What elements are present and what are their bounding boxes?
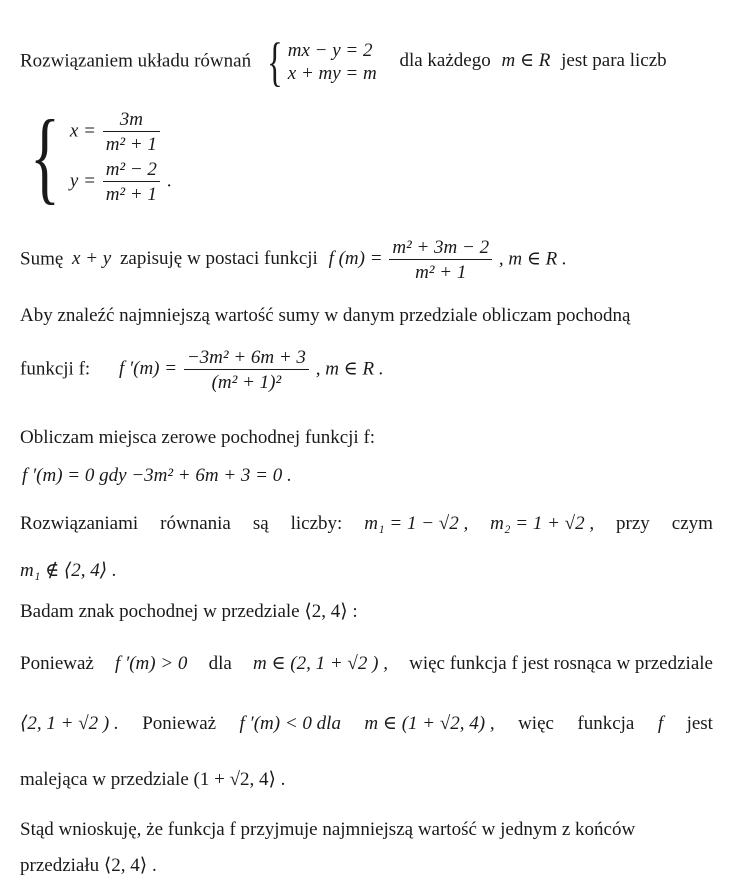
for-word: dla	[208, 653, 232, 674]
system-line	[20, 32, 667, 92]
increasing-line	[20, 654, 713, 673]
sum-line	[20, 238, 567, 282]
increasing-result-interval: ⟨2, 1 + √2 ) .	[20, 713, 119, 734]
paragraph-minimum: Aby znaleźć najmniejszą wartość sumy w danym przedziale obliczam pochodną	[20, 305, 631, 326]
with-word: przy	[616, 513, 650, 534]
derivative-label: funkcji f:	[20, 358, 91, 380]
domain-text: , m ∈ R .	[498, 248, 567, 270]
decreasing-line	[20, 714, 713, 733]
derivative-numerator: −3m² + 6m + 3	[184, 348, 309, 370]
equation-word: równania	[160, 513, 231, 534]
are-word: są	[252, 513, 269, 534]
solutions-word: Rozwiązaniami	[20, 513, 139, 534]
decreasing-result: malejąca w przedziale (1 + √2, 4⟩ .	[20, 769, 286, 790]
x-numerator: 3m	[103, 110, 160, 132]
y-numerator: m² − 2	[103, 160, 160, 182]
negative-derivative: f ′(m) < 0 dla	[239, 713, 341, 734]
solution-system	[20, 99, 172, 214]
derivative-name: f ′(m) =	[118, 358, 178, 380]
write-text: zapisuję w postaci funkcji	[119, 248, 318, 270]
conclusion-line: Stąd wnioskuję, że funkcja f przyjmuje najmniejszą wartość w jednym z końców	[20, 819, 636, 840]
function-symbol: f	[657, 713, 664, 734]
equation-system	[262, 32, 377, 92]
because-word: Ponieważ	[20, 653, 94, 674]
positive-derivative: f ′(m) > 0	[115, 653, 188, 674]
equation-1: mx − y = 2	[287, 40, 373, 61]
solution-y	[70, 160, 172, 204]
numbers-word: liczby:	[290, 513, 343, 534]
x-fraction	[103, 110, 160, 154]
intro-text: Rozwiązaniem układu równań	[20, 50, 252, 72]
is-word: jest	[686, 713, 713, 734]
paragraph-sign: Badam znak pochodnej w przedziale ⟨2, 4⟩ :	[20, 601, 358, 622]
root-exclusion: m₁ ∉ ⟨2, 4⟩ .	[20, 560, 117, 581]
increasing-text: więc funkcja f jest rosnąca w przedziale	[409, 653, 713, 674]
because-word: Ponieważ	[142, 713, 217, 734]
derivative-denominator: (m² + 1)²	[211, 372, 282, 393]
decreasing-interval: m ∈ (1 + √2, 4) ,	[364, 713, 495, 734]
root-2: m₂ = 1 + √2 ,	[490, 513, 595, 534]
function-numerator: m² + 3m − 2	[389, 238, 492, 260]
derivative-fraction	[184, 348, 309, 392]
equation-zeros: f ′(m) = 0 gdy −3m² + 6m + 3 = 0 .	[22, 465, 292, 486]
paragraph-zeros: Obliczam miejsca zerowe pochodnej funkcji f:	[20, 427, 376, 448]
function-word: funkcja	[577, 713, 635, 734]
function-denominator: m² + 1	[415, 262, 467, 283]
function-fraction	[389, 238, 492, 282]
increasing-interval: m ∈ (2, 1 + √2 ) ,	[253, 653, 388, 674]
for-each-text: dla każdego	[399, 50, 491, 72]
derivative-line	[20, 348, 384, 392]
y-denominator: m² + 1	[105, 184, 157, 205]
conclusion-interval: przedziału ⟨2, 4⟩ .	[20, 855, 157, 876]
x-label: x =	[69, 120, 96, 142]
solution-x	[70, 110, 172, 154]
left-brace-icon: {	[29, 99, 60, 214]
y-label: y =	[69, 170, 96, 192]
x-denominator: m² + 1	[105, 134, 157, 155]
y-fraction	[103, 160, 160, 204]
condition: m ∈ R	[501, 50, 551, 72]
so-word: więc	[518, 713, 554, 734]
which-word: czym	[671, 513, 713, 534]
function-name: f (m) =	[328, 248, 383, 270]
sum-expression: x + y	[72, 248, 112, 270]
equation-2: x + my = m	[287, 63, 377, 84]
derivative-domain: , m ∈ R .	[315, 358, 384, 380]
sum-text: Sumę	[20, 248, 64, 270]
left-brace-icon: {	[267, 32, 283, 92]
solutions-line	[20, 514, 713, 533]
root-1: m₁ = 1 − √2 ,	[364, 513, 469, 534]
period: .	[166, 170, 172, 192]
pair-text: jest para liczb	[561, 50, 667, 72]
